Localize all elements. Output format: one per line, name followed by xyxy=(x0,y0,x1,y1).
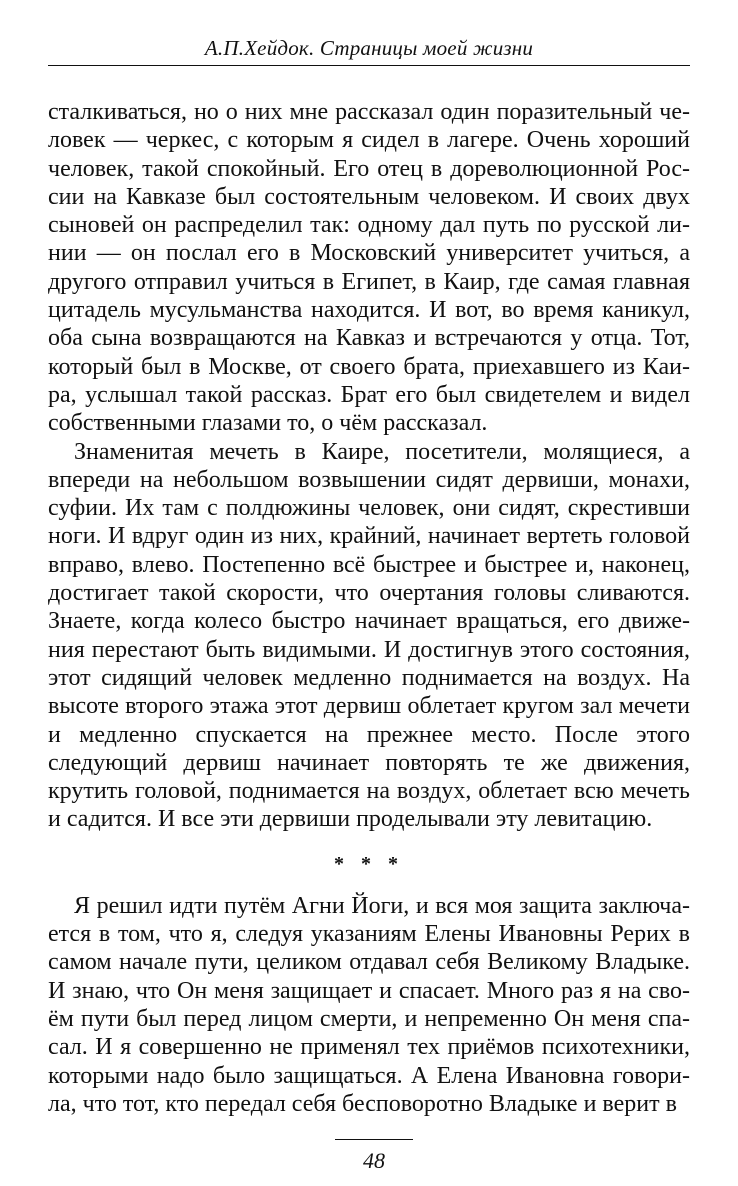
paragraph-1: сталкиваться, но о них мне рассказал один поразительный человек — черкес, с которым я сидел в лагере. Очень хороший человек, такой спокойный. Его отец в дореволюционной России на Кавказе был состоятельным человеком. И своих двух сыновей он распределил так: одному дал путь по русской линии — он послал его в Московский университет учиться, а другого отправил учиться в Египет, в Каир, где самая главная цитадель мусульманства находится. И вот, во время каникул, оба сына возвращаются на Кавказ и встречаются у отца. Тот, который был в Москве, от своего брата, приехавшего из Каира, услышал такой рассказ. Брат его был свидетелем и видел собственными глазами то, о чём рассказал. xyxy=(48,99,690,437)
page-number: 48 xyxy=(363,1148,385,1173)
paragraph-3: Я решил идти путём Агни Йоги, и вся моя защита заключается в том, что я, следуя указаниям Елены Ивановны Рерих в самом начале пути, целиком отдавал себя Великому Владыке. И знаю, что Он меня защищает и спасает. Много раз я на своём пути был перед лицом смерти, и непременно Он меня спасал. И я совершенно не применял тех приёмов психотехники, которыми надо было защищаться. А Елена Ивановна говорила, что тот, кто передал себя бесповоротно Владыке и верит в xyxy=(48,892,690,1117)
running-title: А.П.Хейдок. Страницы моей жизни xyxy=(204,36,534,60)
paragraph-2: Знаменитая мечеть в Каире, посетители, молящиеся, а впереди на небольшом возвышении сидят дервиши, монахи, суфии. Их там с полдюжины человек, они сидят, скрестивши ноги. И вдруг один из них, крайний, начинает вертеть головой вправо, влево. Постепенно всё быстрее и быстрее и, наконец, достигает такой скорости, что очертания головы сливаются. Знаете, когда колесо быстро начинает вращаться, его движения перестают быть видимыми. И достигнув этого состояния, этот сидящий человек медленно поднимается на воздух. На высоте второго этажа этот дервиш облетает кругом зал мечети и медленно спускается на прежнее место. После этого следующий дервиш начинает повторять те же движения, крутить головой, поднимается на воздух, облетает всю мечеть и садится. И все эти дервиши проделывали эту левитацию. xyxy=(48,438,690,833)
header-rule xyxy=(48,65,690,66)
page-text xyxy=(48,98,690,1118)
footer-rule xyxy=(335,1139,413,1140)
section-separator: * * * xyxy=(334,852,404,875)
